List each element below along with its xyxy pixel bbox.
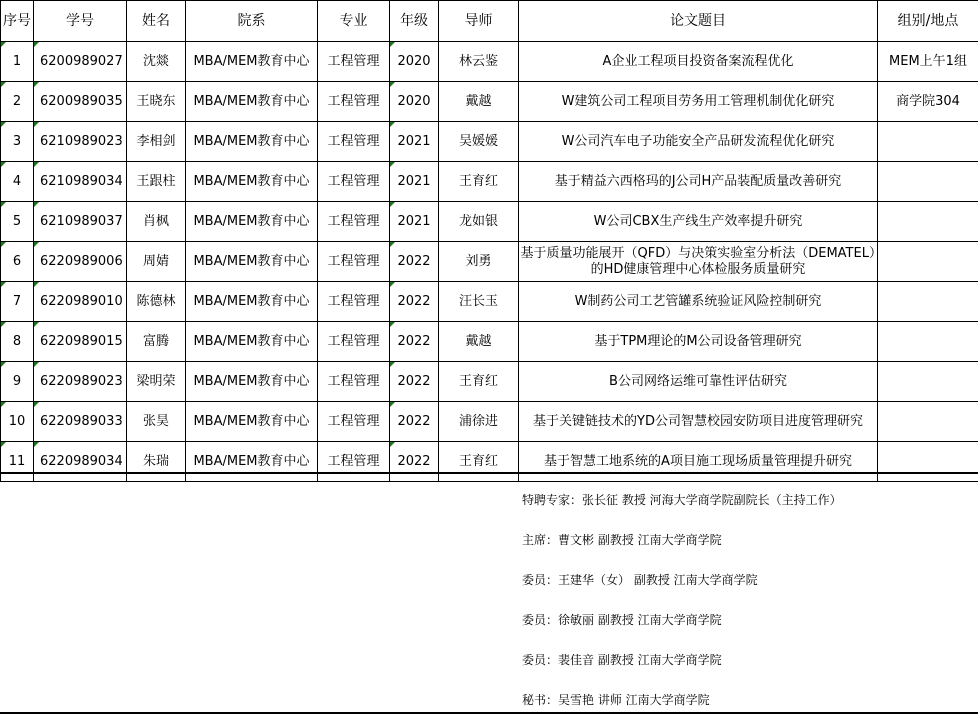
table-row <box>1 442 978 482</box>
cell-advisor[interactable]: 吴媛媛 <box>439 122 519 162</box>
cell-advisor[interactable]: 刘勇 <box>439 242 519 282</box>
cell-thesis-title[interactable]: 基于质量功能展开（QFD）与决策实验室分析法（DEMATEL）的HD健康管理中心体检服务质量研究 <box>519 242 878 282</box>
cell-advisor[interactable]: 王育红 <box>439 362 519 402</box>
cell-group-empty[interactable] <box>878 442 978 482</box>
cell-group-empty[interactable] <box>878 282 978 322</box>
cell-thesis-title[interactable]: W制药公司工艺管罐系统验证风险控制研究 <box>519 282 878 322</box>
committee-list <box>522 480 972 720</box>
cell-name[interactable]: 肖枫 <box>127 202 186 242</box>
cell-group-empty[interactable] <box>878 242 978 282</box>
cell-grade[interactable]: 2021 <box>390 122 439 162</box>
header-grade[interactable]: 年级 <box>390 1 439 42</box>
table-bottom-border <box>0 472 978 474</box>
cell-student-id[interactable]: 6210989037 <box>34 202 127 242</box>
cell-major[interactable]: 工程管理 <box>318 122 390 162</box>
cell-advisor[interactable]: 戴越 <box>439 322 519 362</box>
cell-grade[interactable]: 2022 <box>390 362 439 402</box>
cell-seq[interactable]: 6 <box>1 242 34 282</box>
cell-major[interactable]: 工程管理 <box>318 162 390 202</box>
cell-department[interactable]: MBA/MEM教育中心 <box>186 122 318 162</box>
cell-grade[interactable]: 2021 <box>390 202 439 242</box>
table-row <box>1 362 978 402</box>
cell-department[interactable]: MBA/MEM教育中心 <box>186 202 318 242</box>
cell-seq[interactable]: 2 <box>1 82 34 122</box>
table-row <box>1 402 978 442</box>
cell-seq[interactable]: 7 <box>1 282 34 322</box>
table-row <box>1 82 978 122</box>
cell-advisor[interactable]: 浦徐进 <box>439 402 519 442</box>
cell-major[interactable]: 工程管理 <box>318 362 390 402</box>
cell-grade[interactable]: 2022 <box>390 442 439 482</box>
committee-member-line: 主席：曹文彬 副教授 江南大学商学院 <box>522 520 972 560</box>
table-row <box>1 42 978 82</box>
cell-thesis-title[interactable]: W建筑公司工程项目劳务用工管理机制优化研究 <box>519 82 878 122</box>
cell-group-empty[interactable] <box>878 402 978 442</box>
cell-seq[interactable]: 4 <box>1 162 34 202</box>
cell-major[interactable]: 工程管理 <box>318 442 390 482</box>
cell-seq[interactable]: 5 <box>1 202 34 242</box>
cell-group-name[interactable]: MEM上午1组 <box>878 42 978 82</box>
cell-thesis-title[interactable]: 基于关键链技术的YD公司智慧校园安防项目进度管理研究 <box>519 402 878 442</box>
cell-major[interactable]: 工程管理 <box>318 282 390 322</box>
cell-name[interactable]: 陈德林 <box>127 282 186 322</box>
committee-member-line: 委员：裴佳音 副教授 江南大学商学院 <box>522 640 972 680</box>
cell-group-location[interactable]: 商学院304 <box>878 82 978 122</box>
cell-department[interactable]: MBA/MEM教育中心 <box>186 282 318 322</box>
cell-seq[interactable]: 11 <box>1 442 34 482</box>
cell-major[interactable]: 工程管理 <box>318 242 390 282</box>
cell-department[interactable]: MBA/MEM教育中心 <box>186 322 318 362</box>
cell-advisor[interactable]: 戴越 <box>439 82 519 122</box>
header-thesis-title[interactable]: 论文题目 <box>519 1 878 42</box>
cell-grade[interactable]: 2022 <box>390 282 439 322</box>
header-student-id[interactable]: 学号 <box>34 1 127 42</box>
header-major[interactable]: 专业 <box>318 1 390 42</box>
cell-student-id[interactable]: 6200989027 <box>34 42 127 82</box>
cell-department[interactable]: MBA/MEM教育中心 <box>186 162 318 202</box>
cell-group-empty[interactable] <box>878 202 978 242</box>
cell-advisor[interactable]: 王育红 <box>439 162 519 202</box>
cell-department[interactable]: MBA/MEM教育中心 <box>186 242 318 282</box>
cell-department[interactable]: MBA/MEM教育中心 <box>186 402 318 442</box>
header-group-location[interactable]: 组别/地点 <box>878 1 978 42</box>
cell-grade[interactable]: 2020 <box>390 82 439 122</box>
cell-seq[interactable]: 10 <box>1 402 34 442</box>
header-seq[interactable]: 序号 <box>1 1 34 42</box>
cell-name[interactable]: 张昊 <box>127 402 186 442</box>
table-row <box>1 242 978 282</box>
cell-seq[interactable]: 9 <box>1 362 34 402</box>
cell-student-id[interactable]: 6200989035 <box>34 82 127 122</box>
committee-member-line: 秘书：吴雪艳 讲师 江南大学商学院 <box>522 680 972 720</box>
cell-major[interactable]: 工程管理 <box>318 202 390 242</box>
header-row <box>1 1 978 42</box>
cell-student-id[interactable]: 6210989023 <box>34 122 127 162</box>
committee-member-line: 委员：徐敏丽 副教授 江南大学商学院 <box>522 600 972 640</box>
cell-name[interactable]: 梁明荣 <box>127 362 186 402</box>
cell-major[interactable]: 工程管理 <box>318 42 390 82</box>
cell-thesis-title[interactable]: B公司网络运维可靠性评估研究 <box>519 362 878 402</box>
cell-group-empty[interactable] <box>878 122 978 162</box>
cell-grade[interactable]: 2021 <box>390 162 439 202</box>
cell-grade[interactable]: 2022 <box>390 242 439 282</box>
header-name[interactable]: 姓名 <box>127 1 186 42</box>
cell-major[interactable]: 工程管理 <box>318 322 390 362</box>
cell-thesis-title[interactable]: 基于精益六西格玛的J公司H产品装配质量改善研究 <box>519 162 878 202</box>
cell-thesis-title[interactable]: W公司CBX生产线生产效率提升研究 <box>519 202 878 242</box>
header-department[interactable]: 院系 <box>186 1 318 42</box>
cell-grade[interactable]: 2022 <box>390 402 439 442</box>
committee-member-line: 特聘专家：张长征 教授 河海大学商学院副院长（主持工作） <box>522 480 972 520</box>
header-advisor[interactable]: 导师 <box>439 1 519 42</box>
cell-name[interactable]: 王晓东 <box>127 82 186 122</box>
table-row <box>1 122 978 162</box>
cell-seq[interactable]: 8 <box>1 322 34 362</box>
cell-student-id[interactable]: 6220989033 <box>34 402 127 442</box>
table-row <box>1 162 978 202</box>
cell-advisor[interactable]: 汪长玉 <box>439 282 519 322</box>
cell-advisor[interactable]: 王育红 <box>439 442 519 482</box>
cell-student-id[interactable]: 6220989015 <box>34 322 127 362</box>
cell-thesis-title[interactable]: 基于TPM理论的M公司设备管理研究 <box>519 322 878 362</box>
cell-name[interactable]: 富腾 <box>127 322 186 362</box>
cell-student-id[interactable]: 6210989034 <box>34 162 127 202</box>
cell-student-id[interactable]: 6220989034 <box>34 442 127 482</box>
cell-seq[interactable]: 1 <box>1 42 34 82</box>
cell-advisor[interactable]: 龙如银 <box>439 202 519 242</box>
cell-grade[interactable]: 2020 <box>390 42 439 82</box>
cell-grade[interactable]: 2022 <box>390 322 439 362</box>
cell-major[interactable]: 工程管理 <box>318 402 390 442</box>
cell-thesis-title[interactable]: A企业工程项目投资备案流程优化 <box>519 42 878 82</box>
cell-student-id[interactable]: 6220989006 <box>34 242 127 282</box>
cell-advisor[interactable]: 林云鉴 <box>439 42 519 82</box>
cell-name[interactable]: 周婧 <box>127 242 186 282</box>
cell-name[interactable]: 沈燚 <box>127 42 186 82</box>
cell-department[interactable]: MBA/MEM教育中心 <box>186 362 318 402</box>
committee-member-line: 委员：王建华（女） 副教授 江南大学商学院 <box>522 560 972 600</box>
cell-thesis-title[interactable]: W公司汽车电子功能安全产品研发流程优化研究 <box>519 122 878 162</box>
cell-group-empty[interactable] <box>878 162 978 202</box>
cell-major[interactable]: 工程管理 <box>318 82 390 122</box>
cell-name[interactable]: 李相剑 <box>127 122 186 162</box>
cell-department[interactable]: MBA/MEM教育中心 <box>186 42 318 82</box>
cell-department[interactable]: MBA/MEM教育中心 <box>186 442 318 482</box>
cell-student-id[interactable]: 6220989023 <box>34 362 127 402</box>
cell-name[interactable]: 王跟柱 <box>127 162 186 202</box>
table-row <box>1 322 978 362</box>
cell-department[interactable]: MBA/MEM教育中心 <box>186 82 318 122</box>
cell-thesis-title[interactable]: 基于智慧工地系统的A项目施工现场质量管理提升研究 <box>519 442 878 482</box>
cell-seq[interactable]: 3 <box>1 122 34 162</box>
table-row <box>1 282 978 322</box>
cell-group-empty[interactable] <box>878 362 978 402</box>
cell-name[interactable]: 朱瑞 <box>127 442 186 482</box>
cell-student-id[interactable]: 6220989010 <box>34 282 127 322</box>
cell-group-empty[interactable] <box>878 322 978 362</box>
table-row <box>1 202 978 242</box>
